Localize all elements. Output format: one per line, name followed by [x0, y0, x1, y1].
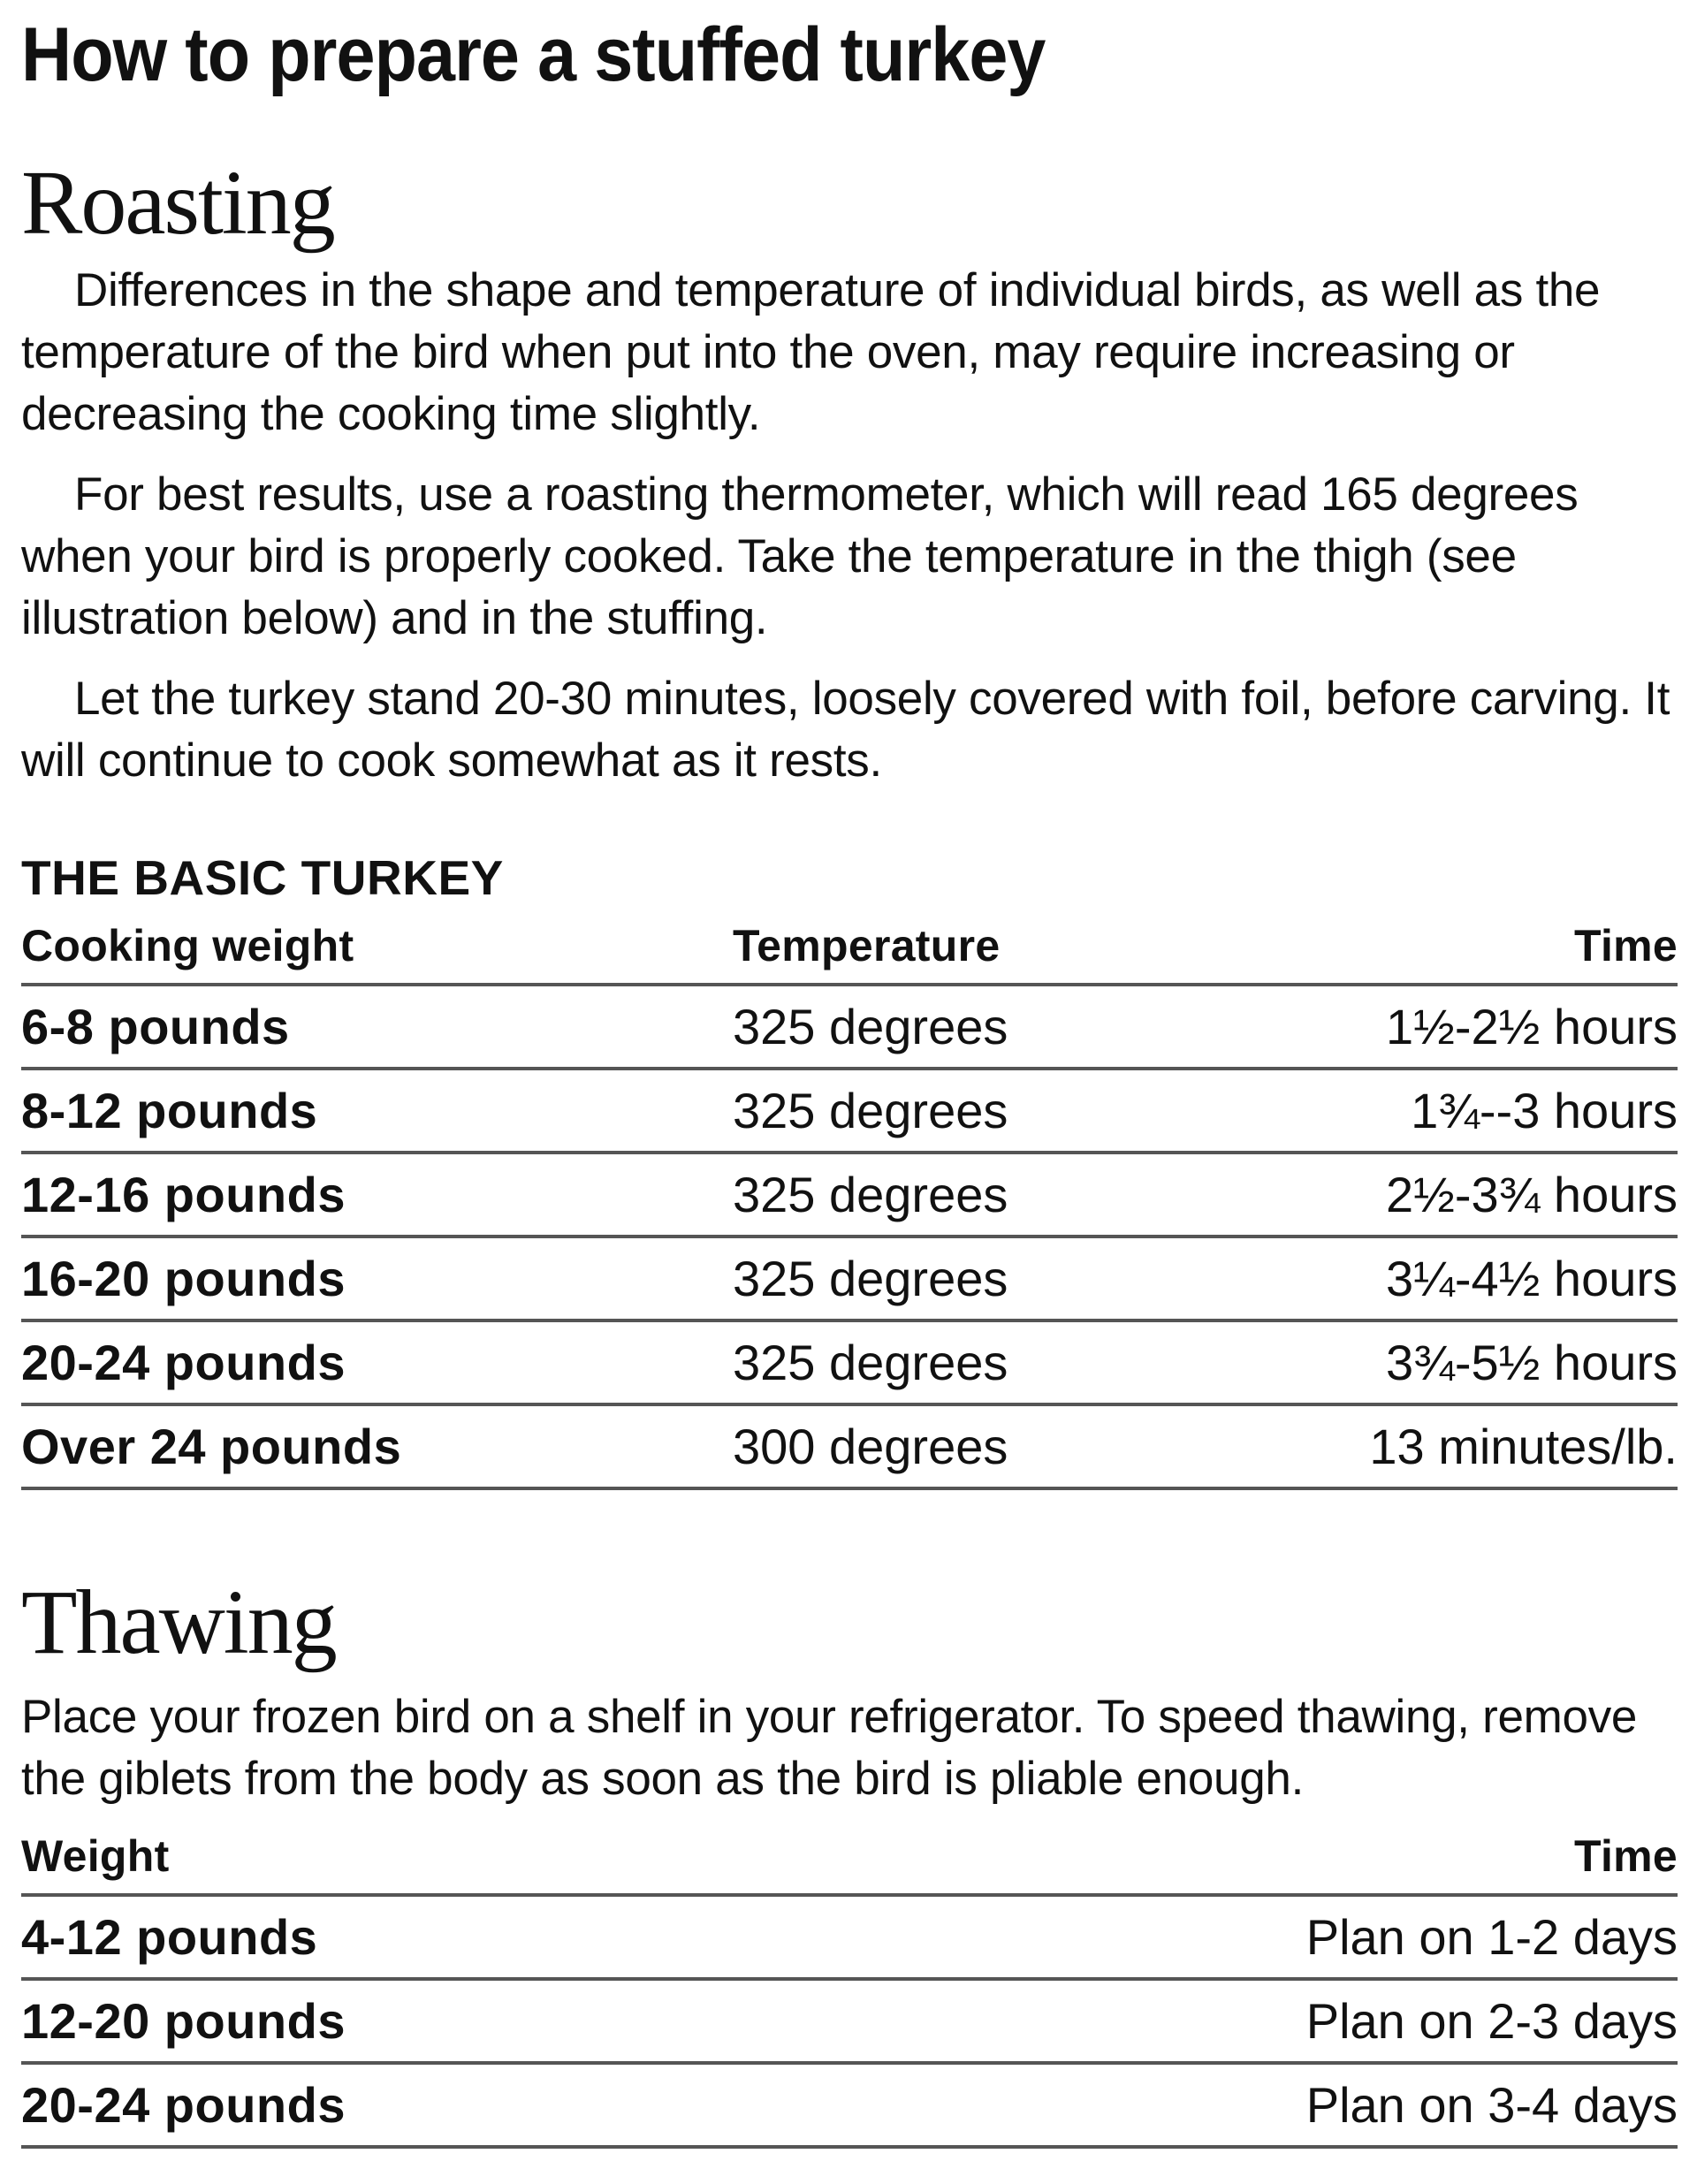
- column-header-time: Time: [794, 1819, 1678, 1895]
- roasting-table: [21, 909, 1678, 1490]
- thawing-section: [21, 1570, 1678, 2149]
- table-row: [21, 1895, 1678, 1979]
- thawing-table: [21, 1819, 1678, 2149]
- cooking-weight-cell: 6-8 pounds: [21, 985, 733, 1069]
- table-row: [21, 1153, 1678, 1237]
- table-row: [21, 1237, 1678, 1320]
- temperature-cell: 325 degrees: [733, 1320, 1351, 1404]
- table-row: [21, 985, 1678, 1069]
- roasting-table-header-row: [21, 909, 1678, 985]
- time-cell: 3¼-4½ hours: [1351, 1237, 1678, 1320]
- table-row: [21, 2063, 1678, 2147]
- column-header-cooking-weight: Cooking weight: [21, 909, 733, 985]
- roasting-section: [21, 150, 1678, 1490]
- thawing-table-header-row: [21, 1819, 1678, 1895]
- roasting-paragraph-3: Let the turkey stand 20-30 minutes, loosely covered with foil, before carving. It will continue to cook somewhat as it rests.: [21, 673, 1670, 787]
- thaw-weight-cell: 20-24 pounds: [21, 2063, 794, 2147]
- thawing-heading: Thawing: [21, 1571, 336, 1673]
- table-row: [21, 1979, 1678, 2063]
- thawing-paragraph: Place your frozen bird on a shelf in your refrigerator. To speed thawing, remove the giblets from the body as soon as the bird is pliable enough.: [21, 1691, 1638, 1805]
- column-header-temperature: Temperature: [733, 909, 1351, 985]
- roasting-paragraph-2: For best results, use a roasting thermometer, which will read 165 degrees when your bird is properly cooked. Take the temperature in the thigh (see illustration below) and in the stuffing.: [21, 468, 1579, 644]
- table-row: [21, 1320, 1678, 1404]
- cooking-weight-cell: Over 24 pounds: [21, 1404, 733, 1488]
- thaw-weight-cell: 12-20 pounds: [21, 1979, 794, 2063]
- temperature-cell: 300 degrees: [733, 1404, 1351, 1488]
- time-cell: 3¾-5½ hours: [1351, 1320, 1678, 1404]
- time-cell: 2½-3¾ hours: [1351, 1153, 1678, 1237]
- time-cell: 13 minutes/lb.: [1351, 1404, 1678, 1488]
- column-header-time: Time: [1351, 909, 1678, 985]
- page-title: How to prepare a stuffed turkey: [21, 12, 1046, 97]
- time-cell: 1¾--3 hours: [1351, 1069, 1678, 1153]
- cooking-weight-cell: 8-12 pounds: [21, 1069, 733, 1153]
- column-header-weight: Weight: [21, 1819, 794, 1895]
- time-cell: 1½-2½ hours: [1351, 985, 1678, 1069]
- cooking-weight-cell: 12-16 pounds: [21, 1153, 733, 1237]
- temperature-cell: 325 degrees: [733, 1153, 1351, 1237]
- thaw-time-cell: Plan on 3-4 days: [794, 2063, 1678, 2147]
- basic-turkey-table-label: THE BASIC TURKEY: [21, 850, 504, 905]
- table-row: [21, 1404, 1678, 1488]
- table-row: [21, 1069, 1678, 1153]
- temperature-cell: 325 degrees: [733, 985, 1351, 1069]
- temperature-cell: 325 degrees: [733, 1237, 1351, 1320]
- thaw-time-cell: Plan on 2-3 days: [794, 1979, 1678, 2063]
- cooking-weight-cell: 16-20 pounds: [21, 1237, 733, 1320]
- thaw-time-cell: Plan on 1-2 days: [794, 1895, 1678, 1979]
- roasting-paragraph-1: Differences in the shape and temperature of individual birds, as well as the temperature of the bird when put into the oven, may require increasing or decreasing the cooking time slightly.: [21, 264, 1601, 440]
- cooking-weight-cell: 20-24 pounds: [21, 1320, 733, 1404]
- thaw-weight-cell: 4-12 pounds: [21, 1895, 794, 1979]
- temperature-cell: 325 degrees: [733, 1069, 1351, 1153]
- roasting-heading: Roasting: [21, 152, 334, 254]
